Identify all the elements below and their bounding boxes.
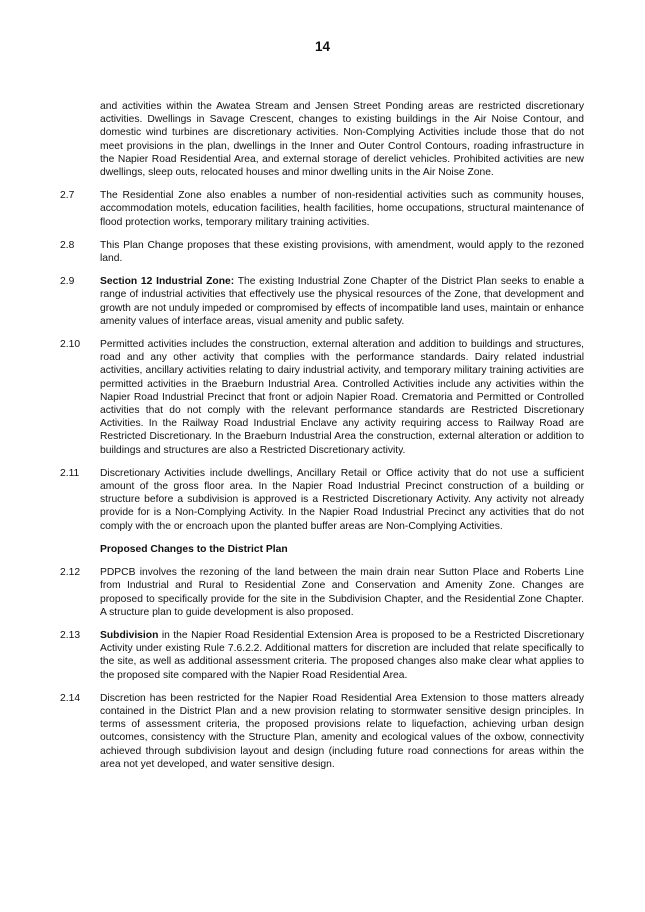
paragraph-2-13: [60, 629, 584, 682]
paragraph-number: 2.7: [60, 190, 75, 202]
paragraph-text: [100, 275, 584, 328]
paragraph-2-8: [60, 239, 584, 265]
paragraph-text: PDPCB involves the rezoning of the land between the main drain near Sutton Place and Roberts Line from Industrial and Rural to Residential Zone and Conservation and Amenity Zone. Changes are proposed to specifically provide for the site in the Subdivision Chapter, and the Residential Zone Chapter. A structure plan to guide development is also proposed.: [100, 567, 584, 618]
paragraph-number: 2.11: [60, 467, 80, 479]
paragraph-lead: Section 12 Industrial Zone:: [100, 276, 235, 288]
paragraph-number: 2.14: [60, 692, 81, 704]
paragraph-text: Discretion has been restricted for the Napier Road Residential Area Extension to those matters already contained in the District Plan and a new provision relating to stormwater sensitive design principles. In terms of assessment criteria, the proposed provisions relate to liquefaction, achieving urban design outcomes, consistency with the Structure Plan, amenity and ecological values of the oxbow, connectivity achieved through subdivision layout and design (including future road connections for areas within the area not yet developed, and water sensitive design.: [100, 692, 584, 770]
paragraph-body: The existing Industrial Zone Chapter of the District Plan seeks to enable a range of industrial activities that effectively use the physical resources of the Zone, that development and growth are not unduly impeded or compromised by effects of incompatible land uses, maintain or enhance amenity values of interface areas, visual amenity and public safety.: [100, 276, 584, 327]
paragraph-2-7: [60, 189, 584, 229]
page-number: 14: [314, 39, 331, 54]
paragraph-text: This Plan Change proposes that these existing provisions, with amendment, would apply to the rezoned land.: [100, 239, 584, 265]
paragraph-2-10: [60, 338, 584, 457]
paragraph-body: in the Napier Road Residential Extension Area is proposed to be a Restricted Discretionary Activity under existing Rule 7.6.2.2. Additional matters for discretion are included that relate specifically to the site, as well as additional assessment criteria. The proposed changes also make clear what applies to the proposed site compared with the Napier Road Residential Area.: [100, 629, 584, 681]
intro-text: and activities within the Awatea Stream and Jensen Street Ponding areas are restricted discretionary activities. Dwellings in Savage Crescent, changes to existing buildings in the Air Noise Contour, and domestic wind turbines are discretionary activities. Non-Complying Activities include those that do not meet provisions in the plan, dwellings in the Inner and Outer Control Contours, roading infrastructure in the Napier Road Residential Area, and external storage of derelict vehicles. Prohibited activities are new dwellings, sleep outs, relocated houses and minor dwelling units in the Air Noise Zone.: [100, 101, 584, 179]
paragraph-2-12: [60, 566, 584, 619]
paragraph-lead: Subdivision: [100, 629, 159, 641]
paragraph-text: [100, 629, 584, 682]
section-heading: Proposed Changes to the District Plan: [100, 543, 288, 555]
document-body: [60, 100, 584, 781]
paragraph-number: 2.9: [60, 276, 75, 288]
paragraph-number: 2.10: [60, 339, 81, 351]
paragraph-2-14: [60, 692, 584, 771]
paragraph-text: Permitted activities includes the construction, external alteration and addition to buildings and structures, road and any other activity that complies with the performance standards. Dairy related industrial activities, ancillary activities relating to dairy industrial activity, and temporary military training activities are permitted activities in the Braeburn Industrial Area. Controlled Activities include any activities within the Napier Road Industrial Precinct that front or adjoin Napier Road. Crematoria and Permitted or Controlled activities that do not comply with the relevant performance standards are Restricted Discretionary Activities. In the Railway Road Industrial Enclave any activity requiring access to Railway Road are Restricted Discretionary. In the Braeburn Industrial Area the construction, external alteration or addition to buildings and structures are also a Restricted Discretionary activity.: [100, 339, 584, 456]
paragraph-number: 2.8: [60, 239, 75, 251]
paragraph-number: 2.13: [60, 629, 81, 641]
paragraph-2-11: [60, 467, 584, 533]
paragraph-2-9: [60, 275, 584, 328]
paragraph-number: 2.12: [60, 567, 81, 579]
paragraph-text: The Residential Zone also enables a number of non-residential activities such as community houses, accommodation motels, education facilities, health facilities, home occupations, structural maintenance of flood protection works, temporary military training activities.: [100, 190, 584, 228]
paragraph-text: Discretionary Activities include dwellings, Ancillary Retail or Office activity that do not use a sufficient amount of the gross floor area. In the Napier Road Industrial Precinct construction of a building or structure before a subdivision is approved is a Restricted Discretionary Activity. Any activity not already provide for is a Non-Complying Activity. In the Napier Road Industrial Precinct any activities that do not comply with the or encroach upon the planted buffer areas are Non-Complying Activities.: [100, 467, 584, 532]
intro-paragraph: [60, 100, 584, 179]
